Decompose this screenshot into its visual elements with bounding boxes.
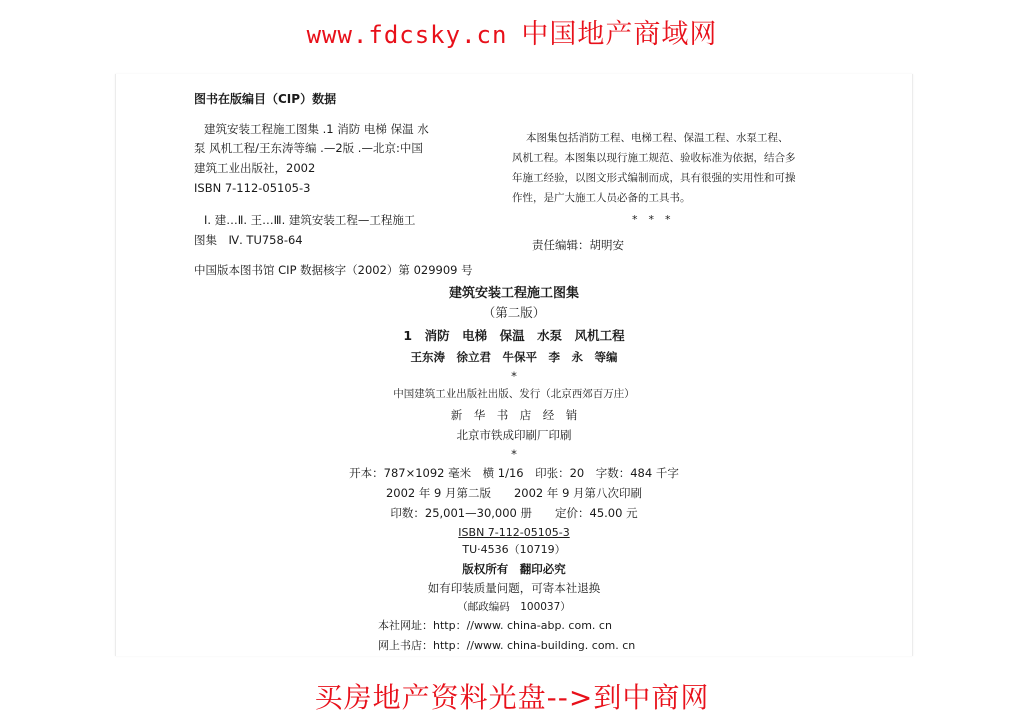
online-bookstore: 网上书店：http：//www. china-building. com. cn xyxy=(378,639,636,652)
summary-stars: * * * xyxy=(632,213,671,226)
book-title: 建筑安装工程施工图集 xyxy=(448,286,579,301)
print-run-price: 印数：25,001—30,000 册 定价：45.00 元 xyxy=(390,506,638,520)
bottom-banner[interactable]: 买房地产资料光盘-->到中商网 xyxy=(314,681,710,714)
book-specs: 开本：787×1092 毫米 横 1/16 印张：20 字数：484 千字 xyxy=(349,466,679,480)
publisher: 中国建筑工业出版社出版、发行（北京西郊百万庄） xyxy=(393,388,635,400)
publisher-website: 本社网址：http：//www. china-abp. com. cn xyxy=(378,619,612,632)
responsible-editor: 责任编辑：胡明安 xyxy=(532,238,624,252)
separator-1: * xyxy=(511,369,517,383)
distributor: 新 华 书 店 经 销 xyxy=(450,408,578,422)
top-banner xyxy=(0,12,1024,51)
cip-isbn: ISBN 7-112-05105-3 xyxy=(194,181,311,195)
banner-url[interactable]: www.fdcsky.cn xyxy=(306,21,508,49)
summary-line-2: 风机工程。本图集以现行施工规范、验收标准为依据，结合多 xyxy=(512,152,796,164)
cip-line-2: 泵 风机工程/王东涛等编 .—2版 .—北京:中国 xyxy=(194,141,423,155)
cip-line-3: 建筑工业出版社，2002 xyxy=(194,161,316,175)
printer: 北京市铁成印刷厂印刷 xyxy=(456,428,572,442)
cip-subject-2: 图集 Ⅳ. TU758-64 xyxy=(194,233,303,247)
cip-line-1: 建筑安装工程施工图集 .1 消防 电梯 保温 水 xyxy=(204,122,429,136)
banner-site-name: 中国地产商域网 xyxy=(521,19,718,50)
returns-notice: 如有印装质量问题，可寄本社退换 xyxy=(427,581,601,595)
copyright-page xyxy=(115,74,913,656)
book-volume: 1 消防 电梯 保温 水泵 风机工程 xyxy=(403,328,625,343)
cip-subject-1: Ⅰ. 建…Ⅱ. 王…Ⅲ. 建筑安装工程—工程施工 xyxy=(204,213,416,227)
colophon-isbn: ISBN 7-112-05105-3 xyxy=(458,526,570,539)
summary-line-4: 作性，是广大施工人员必备的工具书。 xyxy=(512,192,691,204)
copyright-notice: 版权所有 翻印必究 xyxy=(462,562,566,576)
cip-heading: 图书在版编目（CIP）数据 xyxy=(194,92,337,106)
summary-line-3: 年施工经验，以图文形式编制而成，具有很强的实用性和可操 xyxy=(512,172,796,184)
summary-line-1: 本图集包括消防工程、电梯工程、保温工程、水泵工程、 xyxy=(526,132,789,144)
book-edition: （第二版） xyxy=(482,305,546,320)
print-dates: 2002 年 9 月第二版 2002 年 9 月第八次印刷 xyxy=(385,486,643,500)
book-authors: 王东涛 徐立君 牛保平 李 永 等编 xyxy=(410,350,618,364)
cip-number: 中国版本图书馆 CIP 数据核字（2002）第 029909 号 xyxy=(194,263,473,277)
postcode: （邮政编码 100037） xyxy=(457,601,571,613)
classification-number: TU·4536（10719） xyxy=(462,543,566,556)
separator-2: * xyxy=(511,447,517,461)
